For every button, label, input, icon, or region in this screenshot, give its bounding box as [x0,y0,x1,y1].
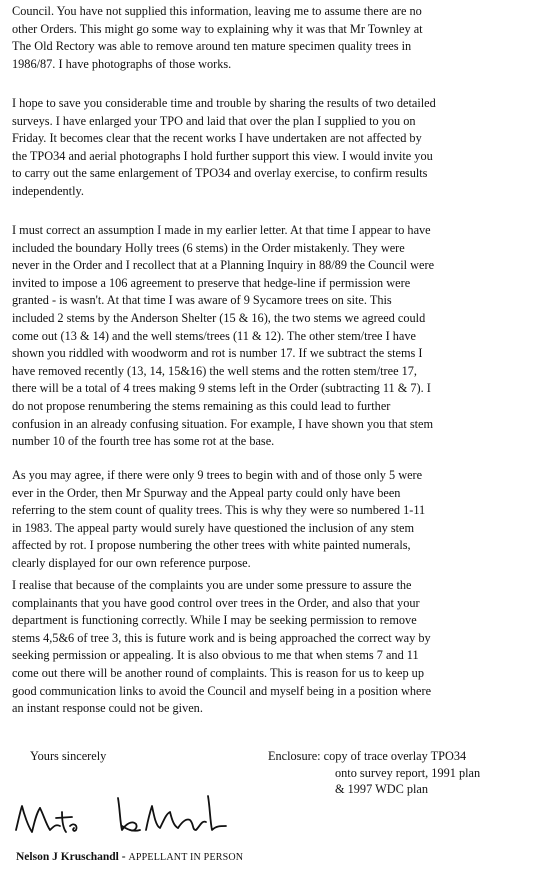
salutation-text: Yours sincerely [30,749,107,763]
enclosure-note [268,748,480,798]
paragraph-2 [12,95,540,201]
text-line: The Old Rectory was able to remove around ten mature specimen quality trees in [12,39,412,54]
text-line: to carry out the same enlargement of TPO34 and overlay exercise, to confirm results [12,166,428,181]
text-line: department is functioning correctly. While I may be seeking permission to remove [12,613,417,628]
paragraph-4 [12,467,540,573]
text-line: in 1983. The appeal party would surely have questioned the inclusion of any stem [12,520,415,535]
paragraph-5 [12,577,540,718]
text-line: I hope to save you considerable time and trouble by sharing the results of two detailed [12,96,436,110]
text-line: ever in the Order, then Mr Spurway and the Appeal party could only have been [12,485,401,500]
text-line: shown you riddled with woodworm and rot is number 17. If we subtract the stems I [12,346,423,361]
text-line: have removed recently (13, 14, 15&16) the well stems and the rotten stem/tree 17, [12,363,417,378]
text-line: there will be a total of 4 trees making 9 stems left in the Order (subtracting 11 & 7). I [12,381,431,396]
text-line: As you may agree, if there were only 9 trees to begin with and of those only 5 were [12,468,423,482]
text-line: seeking permission or appealing. It is also obvious to me that when stems 7 and 11 [12,648,419,663]
signatory-line [16,851,243,863]
paragraph-1 [12,3,540,73]
text-line: good communication links to avoid the Council and myself being in a position where [12,683,432,698]
text-line: Council. You have not supplied this information, leaving me to assume there are no [12,4,422,18]
text-line: an instant response could not be given. [12,701,203,716]
text-line: I must correct an assumption I made in my earlier letter. At that time I appear to have [12,223,431,237]
text-line: come out (13 & 14) and the well stems/trees (11 & 12). The other stem/tree I have [12,328,416,343]
text-line: included 2 stems by the Anderson Shelter (15 & 16), the two stems we agreed could [12,310,426,325]
salutation [30,748,106,765]
paragraph-3 [12,222,540,451]
signatory-separator: - [118,851,129,863]
text-line: affected by rot. I propose numbering the other trees with white painted numerals, [12,538,411,553]
signatory-role: APPELLANT IN PERSON [128,852,244,863]
text-line: granted - is wasn't. At that time I was aware of 9 Sycamore trees on site. This [12,293,392,308]
enclosure-line: onto survey report, 1991 plan [335,765,481,780]
text-line: do not propose renumbering the stems remaining as this could lead to further [12,398,391,413]
text-line: stems 4,5&6 of tree 3, this is future work and is being approached the correct way by [12,630,431,645]
text-line: independently. [12,183,84,198]
signatory-name: Nelson J Kruschandl [16,851,119,863]
text-line: invited to impose a 106 agreement to preserve that hedge-line if permission were [12,275,411,290]
text-line: complainants that you have good control over trees in the Order, and also that your [12,595,420,610]
text-line: Friday. It becomes clear that the recent works I have undertaken are not affected by [12,131,422,146]
text-line: number 10 of the fourth tree has some rot at the base. [12,434,275,449]
text-line: included the boundary Holly trees (6 stems) in the Order mistakenly. They were [12,240,405,255]
text-line: confusion in an already confusing situation. For example, I have shown you that stem [12,416,434,431]
text-line: other Orders. This might go some way to explaining why it was that Mr Townley at [12,21,423,36]
text-line: 1986/87. I have photographs of those works. [12,56,232,71]
enclosure-line: & 1997 WDC plan [335,782,429,796]
text-line: clearly displayed for our own reference purpose. [12,555,251,570]
handwritten-signature [10,786,260,846]
text-line: surveys. I have enlarged your TPO and laid that over the plan I supplied to you on [12,113,416,128]
text-line: come out there will be another round of complaints. This is reason for us to keep up [12,665,424,680]
text-line: I realise that because of the complaints you are under some pressure to assure the [12,578,412,592]
enclosure-line: Enclosure: copy of trace overlay TPO34 [268,749,467,763]
text-line: never in the Order and I recollect that at a Planning Inquiry in 88/89 the Council were [12,258,435,273]
text-line: referring to the stem count of quality trees. This is why they were so numbered 1-11 [12,503,426,518]
text-line: the TPO34 and aerial photographs I hold further support this view. I would invite you [12,148,433,163]
